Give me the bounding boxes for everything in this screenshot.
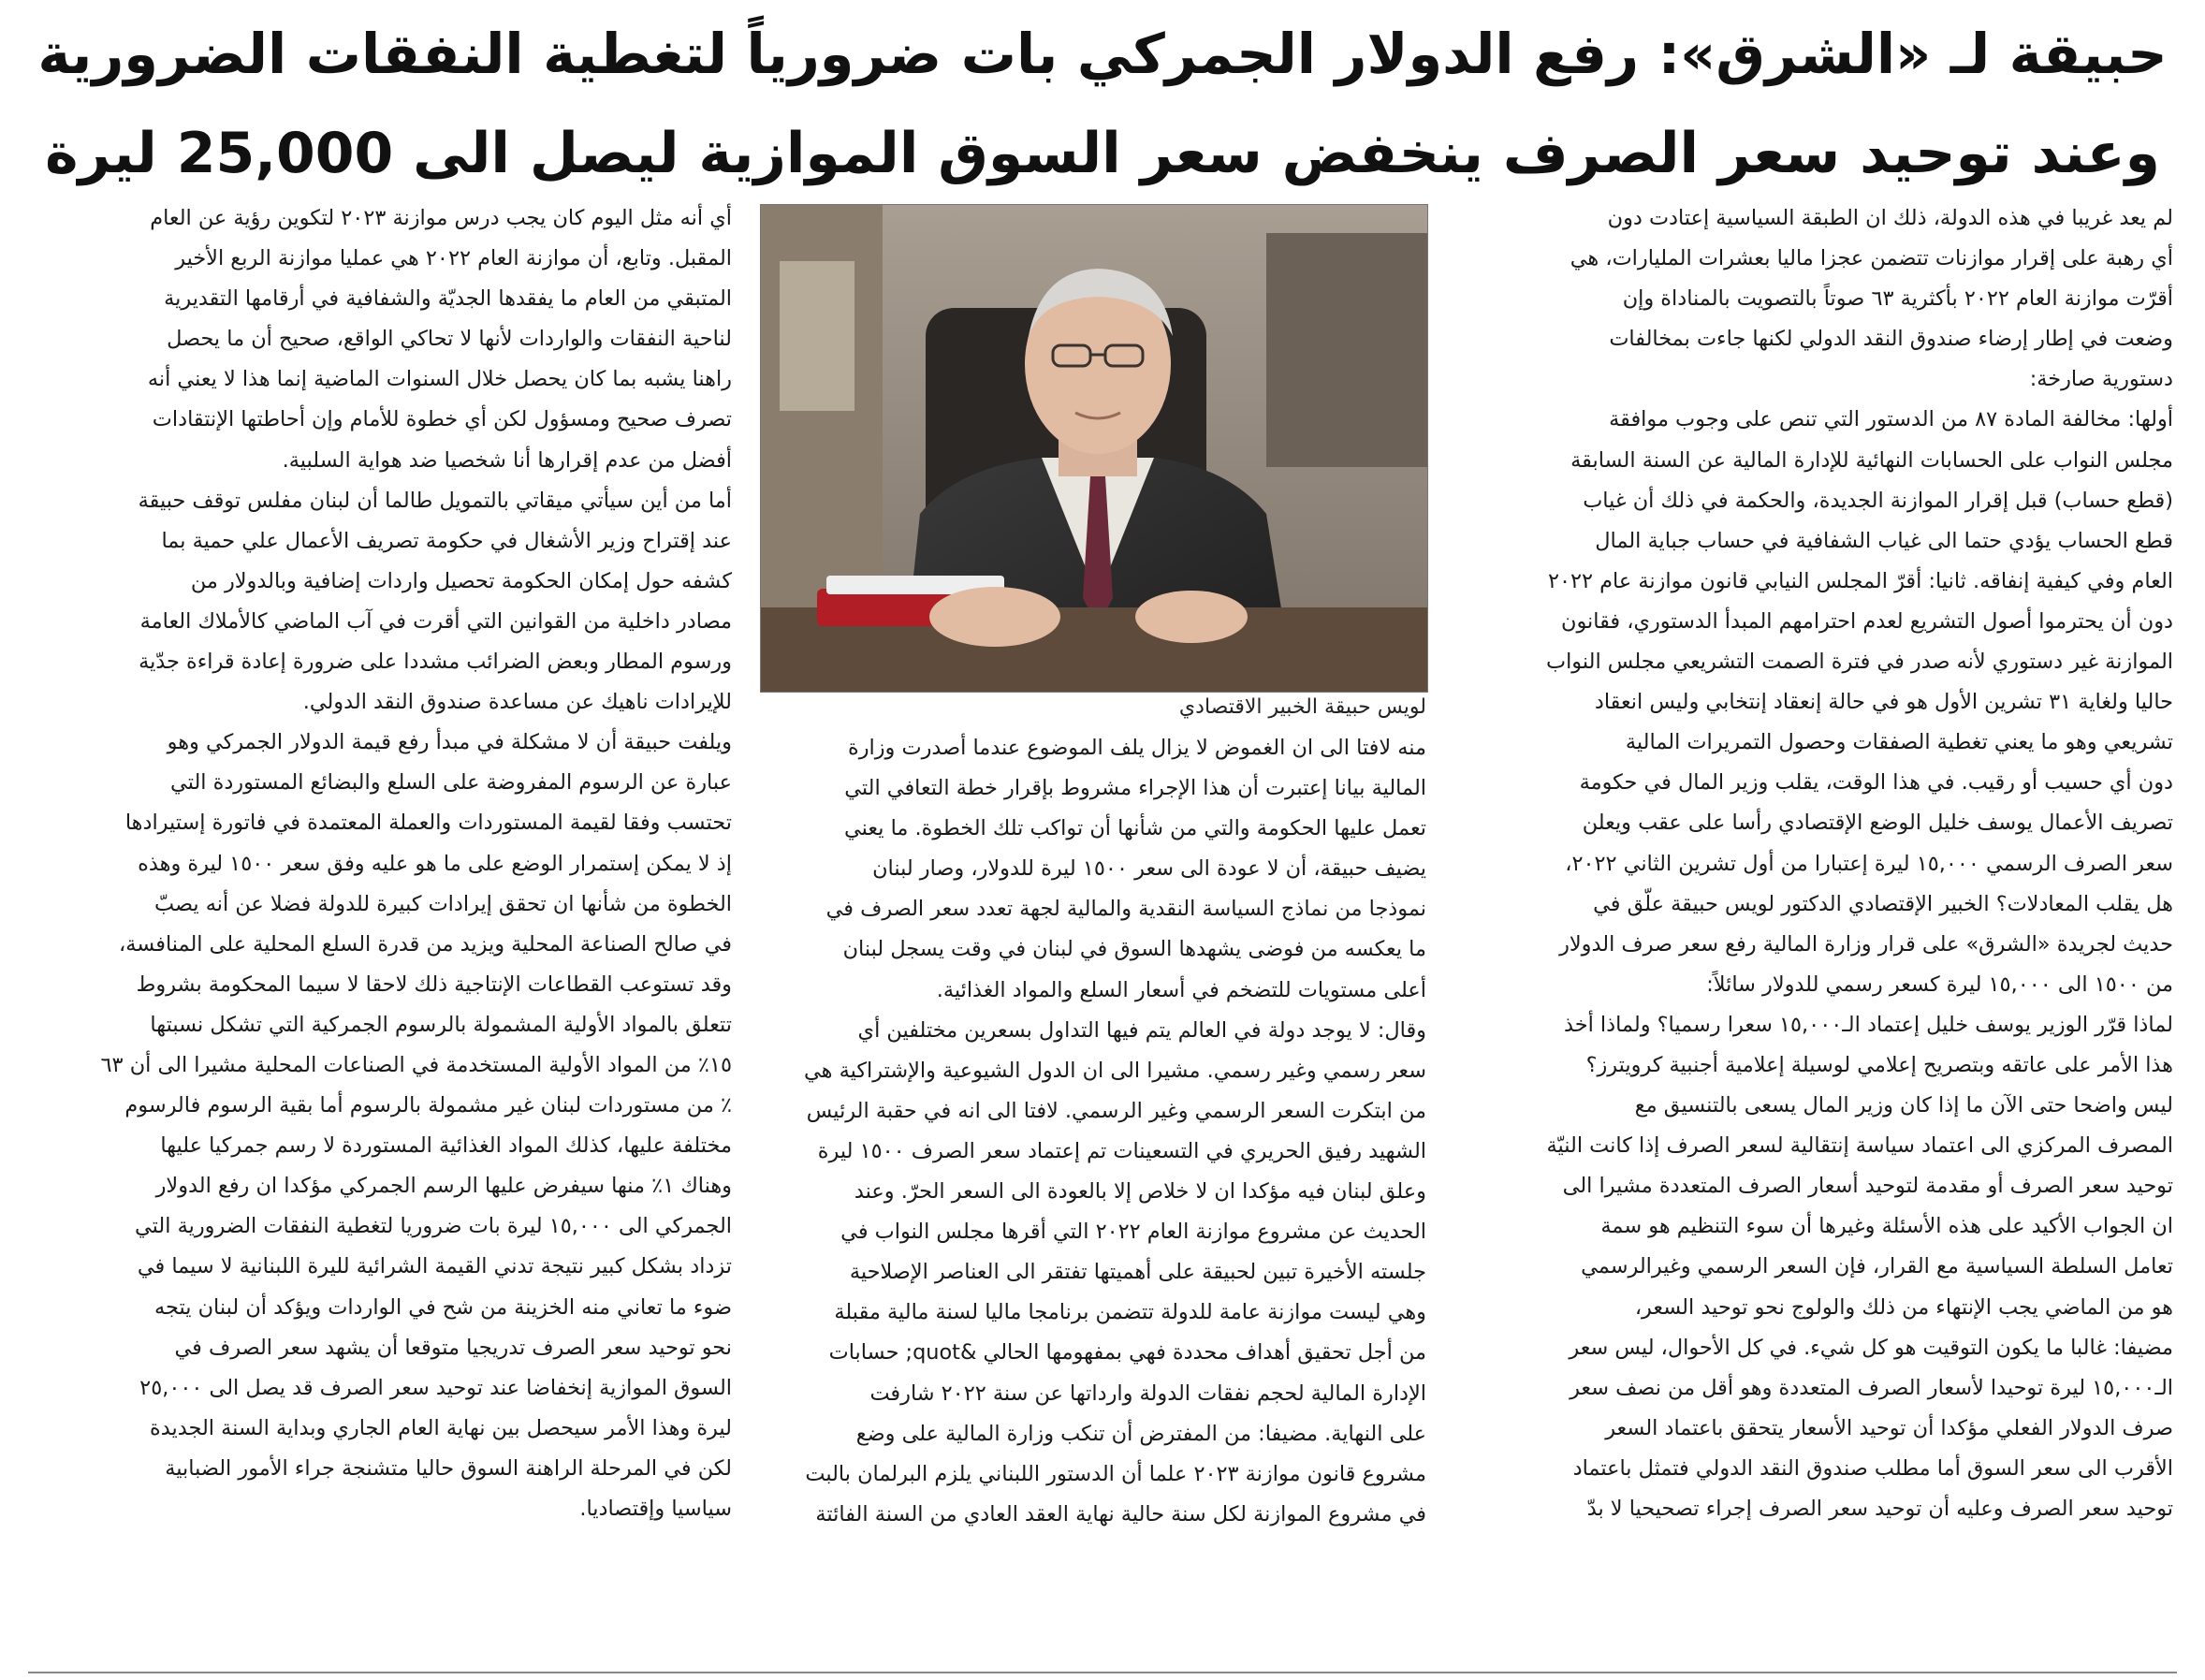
column-right-line: مجلس النواب على الحسابات النهائية للإدارة المالية عن السنة السابقة: [1570, 447, 2173, 473]
column-right-line: تشريعي وهو ما يعني تغطية الصفقات وحصول التمريرات المالية: [1625, 730, 2173, 755]
column-left-line: تتعلق بالمواد الأولية المشمولة بالرسوم الجمركية التي تشكل نسبتها: [150, 1012, 732, 1037]
column-right-line: الموازنة غير دستوري لأنه صدر في فترة الصمت التشريعي مجلس النواب: [1546, 650, 2173, 675]
column-left-line: مختلفة عليها، كذلك المواد الغذائية المستوردة لا رسم جمركيا عليها: [160, 1133, 732, 1159]
column-middle-line: على النهاية. مضيفا: من المفترض أن تنكب وزارة المالية على وضع: [855, 1421, 1426, 1446]
column-right-line: قطع الحساب يؤدي حتما الى غياب الشفافية في حساب جباية المال: [1595, 528, 2173, 553]
column-left-line: أي أنه مثل اليوم كان يجب درس موازنة ٢٠٢٣ لتكوين رؤية عن العام: [150, 206, 732, 230]
column-right-line: دون أي حسيب أو رقيب. في هذا الوقت، يقلب وزير المال في حكومة: [1579, 770, 2173, 796]
column-right-line: الأقرب الى سعر السوق أما مطلب صندوق النقد الدولي فتمثل باعتماد: [1572, 1455, 2173, 1481]
column-middle-line: الحديث عن مشروع موازنة العام ٢٠٢٢ التي أقرها مجلس النواب في: [840, 1220, 1426, 1245]
column-left-line: الخطوة من شأنها ان تحقق إيرادات كبيرة للدولة فضلا عن أنه يصبّ: [154, 891, 732, 916]
headline-line-1: حبيقة لـ «الشرق»: رفع الدولار الجمركي بات ضرورياً لتغطية النفقات الضرورية: [37, 22, 2168, 86]
column-middle-line: من أجل تحقيق أهداف محددة فهي بمفهومها الحالي &quot; حسابات: [828, 1340, 1426, 1366]
column-left-line: أفضل من عدم إقرارها أنا شخصيا ضد هواية السلبية.: [282, 447, 732, 473]
column-middle-line: وهي ليست موازنة عامة للدولة تتضمن برنامجا ماليا لسنة مالية مقبلة: [834, 1300, 1426, 1325]
column-right-line: توحيد سعر الصرف أو مقدمة لتوحيد أسعار الصرف المتعددة مشيرا الى: [1562, 1174, 2173, 1199]
column-right-line: تصريف الأعمال يوسف خليل الوضع الإقتصادي رأسا على عقب ويعلن: [1582, 811, 2173, 836]
bottom-rule: [28, 1672, 2177, 1673]
column-middle-line: نموذجا من نماذج السياسة النقدية والمالية لجهة تعدد سعر الصرف في: [825, 897, 1426, 922]
column-right-line: هل يقلب المعادلات؟ الخبير الإقتصادي الدكتور لويس حبيقة علّق في: [1593, 891, 2173, 916]
photo-caption: لويس حبيقة الخبير الاقتصادي: [1178, 695, 1426, 719]
column-left-line: عند إقتراح وزير الأشغال في حكومة تصريف الأعمال علي حمية بما: [161, 528, 732, 553]
column-left-line: للإيرادات ناهيك عن مساعدة صندوق النقد الدولي.: [302, 690, 732, 715]
column-right-line: تعامل السلطة السياسية مع القرار، فإن السعر الرسمي وغيرالرسمي: [1581, 1254, 2173, 1279]
column-left-line: إذ لا يمكن إستمرار الوضع على ما هو عليه وفق سعر ١٥٠٠ ليرة وهذه: [138, 851, 732, 876]
column-middle-line: سعر رسمي وغير رسمي. مشيرا الى ان الدول الشيوعية والإشتراكية هي: [804, 1058, 1426, 1083]
column-left-line: نحو توحيد سعر الصرف تدريجيا متوقعا أن يشهد سعر الصرف في: [174, 1335, 732, 1360]
column-middle-line: مشروع قانون موازنة ٢٠٢٣ علما أن الدستور اللبناني يلزم البرلمان بالبت: [805, 1461, 1426, 1486]
column-left-line: ٪ من مستوردات لبنان غير مشمولة بالرسوم أما بقية الرسوم فالرسوم: [124, 1093, 732, 1118]
column-middle-line: الشهيد رفيق الحريري في التسعينات تم إعتماد سعر الصرف ١٥٠٠ ليرة: [817, 1138, 1426, 1163]
column-left-line: ضوء ما تعاني منه الخزينة من شح في الواردات ويؤكد أن لبنان يتجه: [154, 1294, 732, 1320]
column-middle-line: أعلى مستويات للتضخم في أسعار السلع والمواد الغذائية.: [936, 977, 1426, 1002]
column-middle-line: الإدارة المالية لحجم نفقات الدولة وارداتها عن سنة ٢٠٢٢ شارفت: [869, 1381, 1426, 1406]
article-column-middle: [760, 728, 1426, 1535]
column-right-line: لم يعد غريبا في هذه الدولة، ذلك ان الطبقة السياسية إعتادت دون: [1607, 206, 2173, 230]
column-middle-line: تعمل عليها الحكومة والتي من شأنها أن تواكب تلك الخطوة. ما يعني: [844, 816, 1426, 841]
column-left-line: ورسوم المطار وبعض الضرائب مشددا على ضرورة إعادة قراءة جدّية: [139, 650, 732, 675]
column-middle-line: ما يعكسه من فوضى يشهدها السوق في لبنان في وقت يسجل لبنان: [842, 937, 1426, 962]
column-right-line: هو من الماضي يجب الإنتهاء من ذلك والولوج نحو توحيد السعر،: [1634, 1294, 2173, 1320]
column-left-line: في صالح الصناعة المحلية ويزيد من قدرة السلع المحلية على المنافسة،: [119, 931, 732, 957]
column-left-line: المقبل. وتابع، أن موازنة العام ٢٠٢٢ هي عمليا موازنة الربع الأخير: [175, 246, 732, 271]
column-right-line: لماذا قرّر الوزير يوسف خليل إعتماد الـ١٥,٠٠٠ سعرا رسميا؟ ولماذا أخذ: [1564, 1012, 2173, 1037]
headline-line-2: وعند توحيد سعر الصرف ينخفض سعر السوق الموازية ليصل الى 25,000 ليرة: [45, 121, 2160, 186]
column-left-line: تزداد بشكل كبير نتيجة تدني القيمة الشرائية لليرة اللبنانية لا سيما في: [137, 1254, 732, 1279]
column-left-line: ليرة وهذا الأمر سيحصل بين نهاية العام الجاري وبداية السنة الجديدة: [150, 1415, 732, 1440]
column-left-line: راهنا يشبه بما كان يحصل خلال السنوات الماضية إنما هذا لا يعني أنه: [147, 367, 732, 392]
column-left-line: المتبقي من العام ما يفقدها الجديّة والشفافية في أرقامها التقديرية: [164, 286, 732, 312]
column-right-line: من ١٥٠٠ الى ١٥,٠٠٠ ليرة كسعر رسمي للدولار سائلاً:: [1706, 971, 2173, 997]
column-right-line: هذا الأمر على عاتقه وبتصريح إعلامي لوسيلة إعلامية أجنبية كرويترز؟: [1585, 1052, 2173, 1077]
column-left-line: عبارة عن الرسوم المفروضة على السلع والبضائع المستوردة التي: [170, 770, 732, 796]
column-left-line: السوق الموازية إنخفاضا عند توحيد سعر الصرف قد يصل الى ٢٥,٠٠٠: [139, 1375, 732, 1400]
column-right-line: المصرف المركزي الى اعتماد سياسة إنتقالية لسعر الصرف إذا كانت النيّة: [1546, 1133, 2173, 1159]
column-left-line: الجمركي الى ١٥,٠٠٠ ليرة بات ضروريا لتغطية النفقات الضرورية التي: [135, 1214, 732, 1239]
column-right-line: (قطع حساب) قبل إقرار الموازنة الجديدة، والحكمة في ذلك أن غياب: [1583, 488, 2173, 513]
column-right-line: دستورية صارخة:: [2029, 367, 2173, 392]
column-middle-line: المالية بيانا إعتبرت أن هذا الإجراء مشروط بإقرار خطة التعافي التي: [844, 776, 1426, 801]
column-right-line: أقرّت موازنة العام ٢٠٢٢ بأكثرية ٦٣ صوتاً بالتصويت بالمناداة وإن: [1622, 286, 2173, 312]
article-column-left: [28, 198, 732, 1529]
column-middle-line: من ابتكرت السعر الرسمي وغير الرسمي. لافتا الى انه في حقبة الرئيس: [806, 1098, 1426, 1123]
article-column-right: [1507, 198, 2173, 1529]
column-right-line: العام وفي كيفية إنفاقه. ثانيا: أقرّ المجلس النيابي قانون موازنة عام ٢٠٢٢: [1547, 568, 2173, 593]
column-left-line: وقد تستوعب القطاعات الإنتاجية ذلك لاحقا لا سيما المحكومة بشروط: [136, 971, 732, 997]
column-right-line: أولها: مخالفة المادة ٨٧ من الدستور التي تنص على وجوب موافقة: [1609, 407, 2173, 432]
column-left-line: مصادر داخلية من القوانين التي أقرت في آب الماضي كالأملاك العامة: [139, 608, 732, 634]
column-right-line: حاليا ولغاية ٣١ تشرين الأول هو في حالة إنعقاد إنتخابي وليس انعقاد: [1594, 690, 2173, 715]
column-left-line: وهناك ١٪ منها سيفرض عليها الرسم الجمركي مؤكدا ان رفع الدولار: [155, 1174, 732, 1199]
column-right-line: ليس واضحا حتى الآن ما إذا كان وزير المال يسعى بالتنسيق مع: [1634, 1093, 2173, 1118]
portrait-illustration: [761, 205, 1427, 692]
column-right-line: دون أن يحترموا أصول التشريع لعدم احترامهم المبدأ الدستوري، فقانون: [1561, 608, 2173, 634]
column-middle-line: يضيف حبيقة، أن لا عودة الى سعر ١٥٠٠ ليرة للدولار، وصار لبنان: [872, 856, 1426, 882]
column-right-line: سعر الصرف الرسمي ١٥,٠٠٠ ليرة إعتبارا من أول تشرين الثاني ٢٠٢٢،: [1565, 851, 2173, 876]
column-right-line: وضعت في إطار إرضاء صندوق النقد الدولي لكنها جاءت بمخالفات: [1609, 327, 2173, 352]
column-left-line: ١٥٪ من المواد الأولية المستخدمة في الصناعات المحلية مشيرا الى أن ٦٣: [100, 1052, 732, 1077]
column-left-line: كشفه حول إمكان الحكومة تحصيل واردات إضافية وبالدولار من: [190, 568, 732, 593]
column-right-line: الـ١٥,٠٠٠ ليرة توحيدا لأسعار الصرف المتعددة وهو أقل من نصف سعر: [1570, 1375, 2173, 1400]
portrait-photo: [760, 204, 1428, 693]
column-right-line: مضيفا: غالبا ما يكون التوقيت هو كل شيء. في كل الأحوال، ليس سعر: [1569, 1335, 2173, 1360]
column-middle-line: في مشروع الموازنة لكل سنة حالية نهاية العقد العادي من السنة الفائتة: [815, 1501, 1426, 1527]
column-left-line: سياسيا وإقتصاديا.: [579, 1497, 732, 1521]
column-right-line: توحيد سعر الصرف وعليه أن توحيد سعر الصرف إجراء تصحيحيا لا بدّ: [1586, 1497, 2173, 1521]
column-middle-line: جلسته الأخيرة تبين لحبيقة على أهميتها تفتقر الى العناصر الإصلاحية: [849, 1260, 1426, 1285]
column-left-line: تحتسب وفقا لقيمة المستوردات والعملة المعتمدة في فاتورة إستيرادها: [124, 811, 732, 836]
column-left-line: ويلفت حبيقة أن لا مشكلة في مبدأ رفع قيمة الدولار الجمركي وهو: [167, 730, 732, 755]
column-right-line: أي رهبة على إقرار موازنات تتضمن عجزا ماليا بعشرات المليارات، هي: [1570, 246, 2173, 271]
column-middle-line: وقال: لا يوجد دولة في العالم يتم فيها التداول بسعرين مختلفين أي: [857, 1017, 1426, 1043]
column-left-line: أما من أين سيأتي ميقاتي بالتمويل طالما أن لبنان مفلس توقف حبيقة: [138, 488, 732, 513]
column-left-line: تصرف صحيح ومسؤول لكن أي خطوة للأمام وإن أحاطتها الإنتقادات: [152, 407, 732, 432]
column-right-line: حديث لجريدة «الشرق» على قرار وزارة المالية رفع سعر صرف الدولار: [1559, 931, 2173, 957]
column-right-line: صرف الدولار الفعلي مؤكدا أن توحيد الأسعار يتحقق باعتماد السعر: [1605, 1415, 2173, 1440]
column-left-line: لناحية النفقات والواردات لأنها لا تحاكي الواقع، صحيح أن ما يحصل: [167, 327, 732, 352]
column-middle-line: وعلق لبنان فيه مؤكدا ان لا خلاص إلا بالعودة الى السعر الحرّ. وعند: [854, 1179, 1426, 1205]
column-right-line: ان الجواب الأكيد على هذه الأسئلة وغيرها أن سوء التنظيم هو سمة: [1600, 1214, 2173, 1239]
column-middle-line: منه لافتا الى ان الغموض لا يزال يلف الموضوع عندما أصدرت وزارة: [847, 736, 1426, 760]
column-left-line: لكن في المرحلة الراهنة السوق حاليا متشنجة جراء الأمور الضبابية: [165, 1455, 732, 1481]
